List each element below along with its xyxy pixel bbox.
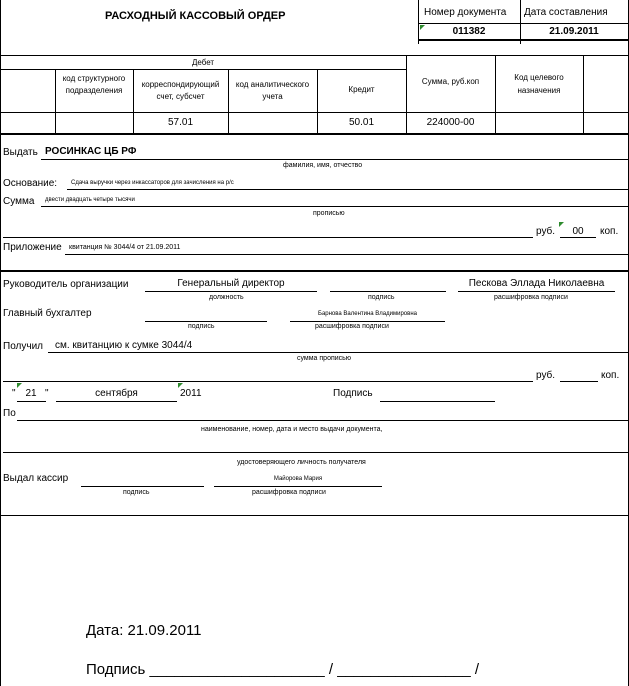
by-line-2 xyxy=(3,452,628,453)
left-border xyxy=(0,0,1,686)
day-line xyxy=(17,401,46,402)
accountant-signature-line xyxy=(145,321,267,322)
signature-label: Подпись xyxy=(333,388,373,399)
rub-label: руб. xyxy=(536,226,556,237)
kop2-label: коп. xyxy=(601,370,620,381)
doc-number[interactable]: 011382 xyxy=(452,26,486,37)
kop-line xyxy=(560,237,596,238)
received-line xyxy=(48,352,628,353)
cashier-signature-caption: подпись xyxy=(123,489,150,496)
by-label: По xyxy=(3,408,16,419)
basis-label: Основание: xyxy=(3,178,58,189)
cashier-signature-line xyxy=(81,486,204,487)
table-header-bottom xyxy=(0,112,629,113)
decoding-caption: расшифровка подписи xyxy=(494,294,568,301)
position-caption: должность xyxy=(209,294,244,301)
table-col-7 xyxy=(583,55,584,133)
section-divider xyxy=(0,270,629,272)
header-divider xyxy=(0,55,629,56)
amount-value[interactable]: двести двадцать четыре тысячи xyxy=(45,197,135,203)
issue-line xyxy=(41,159,628,160)
issue-value[interactable]: РОСИНКАС ЦБ РФ xyxy=(45,146,137,157)
cashier-label: Выдал кассир xyxy=(3,473,69,484)
kop-value[interactable]: 00 xyxy=(572,226,584,237)
header-box-left xyxy=(418,0,419,44)
received-line-2 xyxy=(3,381,533,382)
credit-cell[interactable]: 50.01 xyxy=(348,117,375,128)
basis-line xyxy=(67,189,628,190)
col-sum-header: Сумма, руб.коп xyxy=(421,77,480,86)
attachment-line xyxy=(65,254,628,255)
day-value[interactable]: 21 xyxy=(25,388,37,399)
received-label: Получил xyxy=(3,341,43,352)
sum-words-caption: сумма прописью xyxy=(297,355,352,362)
cashier-name[interactable]: Майорова Мария xyxy=(273,476,323,482)
head-label: Руководитель организации xyxy=(3,279,129,290)
head-signature-line xyxy=(330,291,446,292)
by-line xyxy=(17,420,628,421)
head-position-line xyxy=(145,291,317,292)
cashier-decoding-caption: расшифровка подписи xyxy=(252,489,326,496)
corr-account-cell[interactable]: 57.01 xyxy=(167,117,194,128)
sum-cell[interactable]: 224000-00 xyxy=(426,117,475,128)
col-credit-header: Кредит xyxy=(348,85,375,94)
recipient-signature-line xyxy=(380,401,495,402)
attachment-value[interactable]: квитанция № 3044/4 от 21.09.2011 xyxy=(69,244,181,251)
col-corr-header: корреспондирующий счет, субсчет xyxy=(141,80,220,101)
year-value[interactable]: 2011 xyxy=(180,388,202,399)
header-box-mid-line xyxy=(418,23,628,24)
accountant-label: Главный бухгалтер xyxy=(3,308,92,319)
document-title: РАСХОДНЫЙ КАССОВЫЙ ОРДЕР xyxy=(105,10,286,22)
issue-label: Выдать xyxy=(3,147,38,158)
attachment-label: Приложение xyxy=(3,242,62,253)
doc-number-label: Номер документа xyxy=(424,7,507,18)
date-label: Дата составления xyxy=(524,7,608,18)
signature-caption: подпись xyxy=(368,294,395,301)
table-bottom xyxy=(0,133,629,135)
basis-value[interactable]: Сдача выручки через инкассаторов для зачисления на р/с xyxy=(71,180,234,186)
kop-label: коп. xyxy=(600,226,619,237)
head-name-line xyxy=(458,291,615,292)
issue-caption: фамилия, имя, отчество xyxy=(283,162,363,169)
doc-date[interactable]: 21.09.2011 xyxy=(549,26,599,37)
col-dept-header: код структурного подразделения xyxy=(62,74,126,95)
amount-line xyxy=(41,206,628,207)
quote-open: " xyxy=(12,388,16,399)
month-line xyxy=(56,401,177,402)
rub2-label: руб. xyxy=(536,370,556,381)
col-purpose-header: Код целевого назначения xyxy=(514,73,564,95)
quote-close: " xyxy=(45,388,49,399)
identity-caption: удостоверяющего личность получателя xyxy=(237,459,366,466)
kop2-line xyxy=(560,381,598,382)
accountant-name-line xyxy=(290,321,445,322)
amount-caption: прописью xyxy=(313,210,345,217)
accountant-signature-caption: подпись xyxy=(188,323,215,330)
cashier-name-line xyxy=(214,486,382,487)
amount-label: Сумма xyxy=(3,196,35,207)
amount-line-2 xyxy=(3,237,533,238)
header-box-bottom xyxy=(418,39,628,41)
debet-header: Дебет xyxy=(191,58,215,67)
received-value[interactable]: см. квитанцию к сумке 3044/4 xyxy=(55,340,193,351)
form-bottom-line xyxy=(0,515,629,516)
doc-caption: наименование, номер, дата и место выдачи документа, xyxy=(201,426,383,433)
accountant-name[interactable]: Барнова Валентина Владимировна xyxy=(318,311,417,317)
footer-date: Дата: 21.09.2011 xyxy=(86,622,202,639)
accountant-decoding-caption: расшифровка подписи xyxy=(315,323,389,330)
table-debet-line xyxy=(0,69,406,70)
header-box-mid xyxy=(520,0,521,44)
col-analytic-header: код аналитического учета xyxy=(235,80,310,101)
head-position[interactable]: Генеральный директор xyxy=(177,278,285,289)
head-name[interactable]: Пескова Эллада Николаевна xyxy=(468,278,605,289)
footer-signature: Подпись _____________________ / ________________ / xyxy=(86,661,480,678)
month-value[interactable]: сентября xyxy=(95,388,138,399)
